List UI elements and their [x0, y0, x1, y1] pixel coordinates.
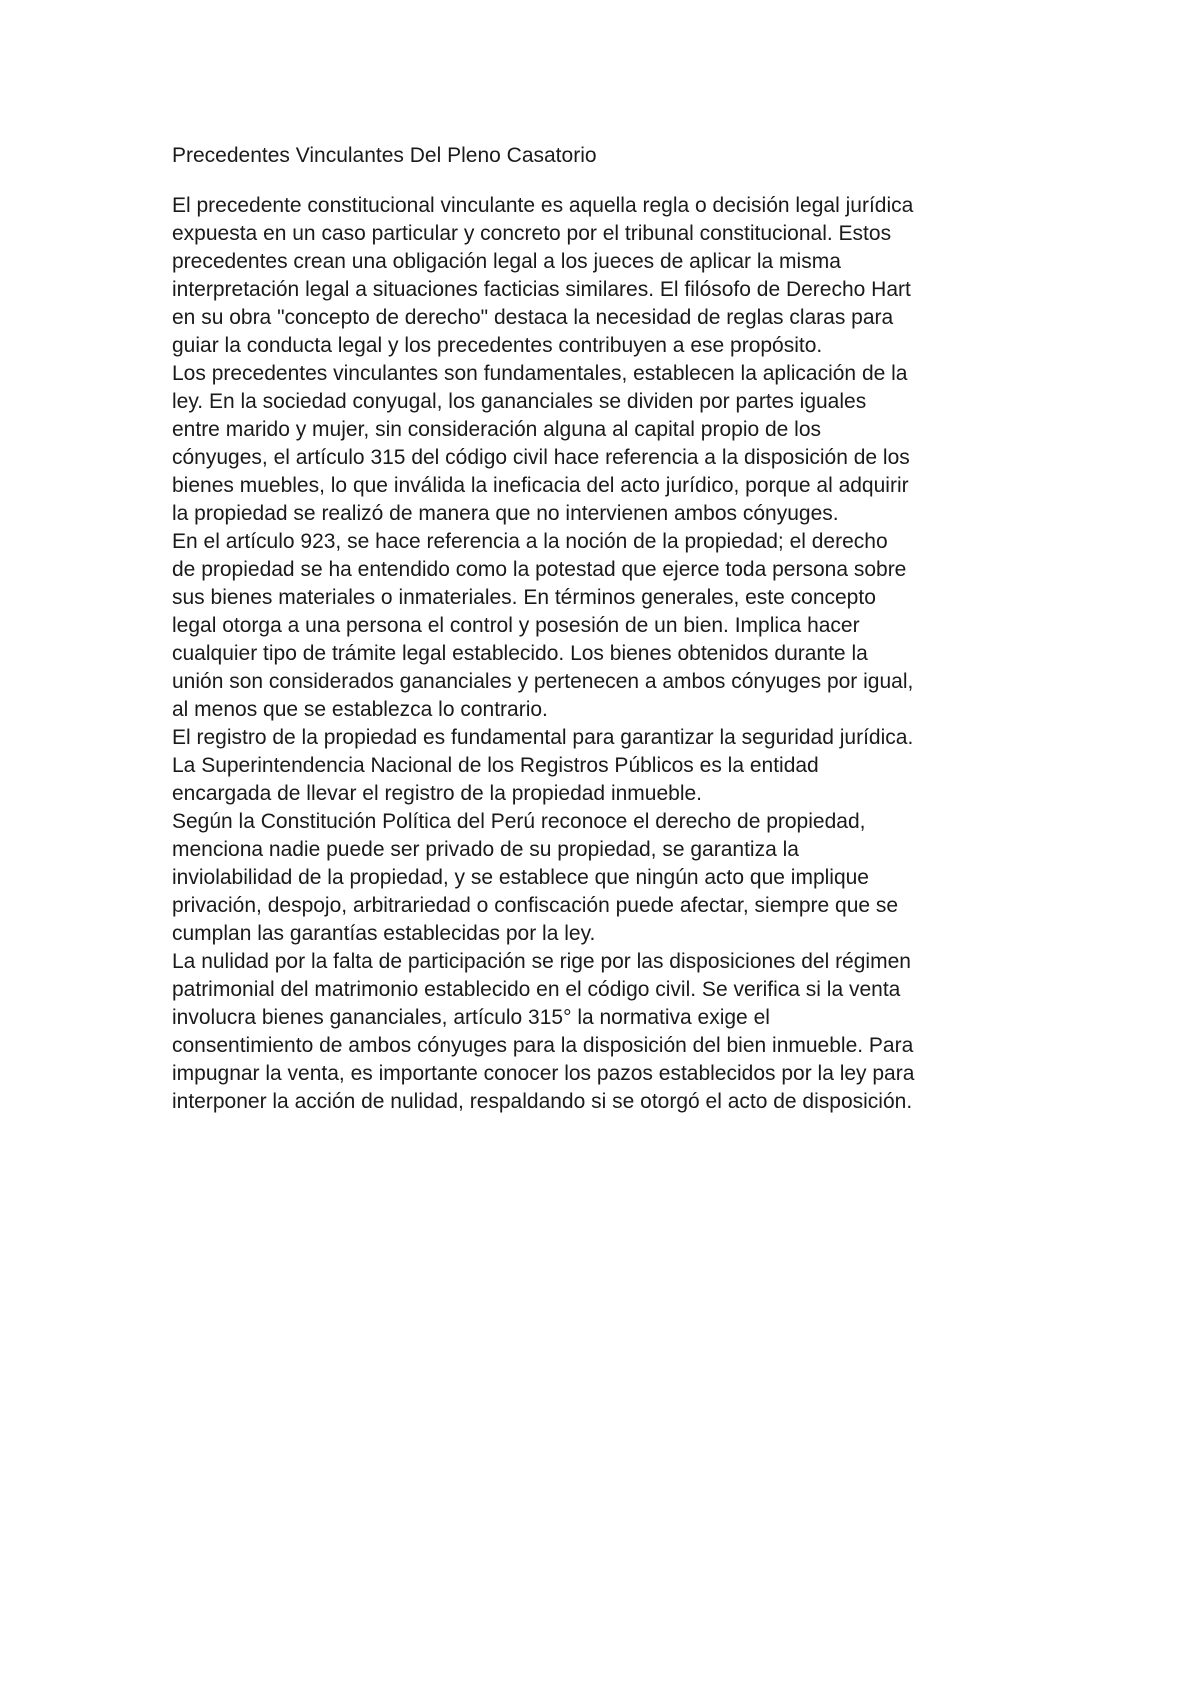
text-line: cónyuges, el artículo 315 del código civil hace referencia a la disposición de los [172, 446, 910, 469]
text-line: ley. En la sociedad conyugal, los gananciales se dividen por partes iguales [172, 390, 867, 413]
text-line: unión son considerados gananciales y pertenecen a ambos cónyuges por igual, [172, 670, 914, 693]
text-line: patrimonial del matrimonio establecido en el código civil. Se verifica si la venta [172, 978, 901, 1001]
text-line: inviolabilidad de la propiedad, y se establece que ningún acto que implique [172, 866, 869, 889]
text-line: bienes muebles, lo que inválida la ineficacia del acto jurídico, porque al adquirir [172, 474, 909, 497]
text-line: precedentes crean una obligación legal a los jueces de aplicar la misma [172, 250, 841, 273]
text-line: cumplan las garantías establecidas por la ley. [172, 922, 596, 945]
paragraph [172, 724, 1042, 808]
text-line: sus bienes materiales o inmateriales. En términos generales, este concepto [172, 586, 876, 609]
text-line: La Superintendencia Nacional de los Registros Públicos es la entidad [172, 754, 819, 777]
text-line: En el artículo 923, se hace referencia a la noción de la propiedad; el derecho [172, 530, 888, 553]
paragraph-list [172, 192, 1042, 1116]
text-line: interpretación legal a situaciones facticias similares. El filósofo de Derecho Hart [172, 278, 911, 301]
document-title: Precedentes Vinculantes Del Pleno Casatorio [172, 144, 597, 167]
paragraph [172, 528, 1042, 724]
text-line: encargada de llevar el registro de la propiedad inmueble. [172, 782, 703, 805]
paragraph [172, 948, 1042, 1116]
document-body [172, 142, 1042, 1116]
text-line: El registro de la propiedad es fundamental para garantizar la seguridad jurídica. [172, 726, 914, 749]
text-line: legal otorga a una persona el control y posesión de un bien. Implica hacer [172, 614, 860, 637]
text-line: cualquier tipo de trámite legal establecido. Los bienes obtenidos durante la [172, 642, 868, 665]
text-line: La nulidad por la falta de participación se rige por las disposiciones del régimen [172, 950, 911, 973]
text-line: menciona nadie puede ser privado de su propiedad, se garantiza la [172, 838, 799, 861]
text-line: expuesta en un caso particular y concreto por el tribunal constitucional. Estos [172, 222, 892, 245]
text-line: interponer la acción de nulidad, respaldando si se otorgó el acto de disposición. [172, 1090, 913, 1113]
paragraph [172, 808, 1042, 948]
text-line: involucra bienes gananciales, artículo 315° la normativa exige el [172, 1006, 770, 1029]
paragraph [172, 192, 1042, 360]
text-line: El precedente constitucional vinculante es aquella regla o decisión legal jurídica [172, 194, 914, 217]
text-line: impugnar la venta, es importante conocer los pazos establecidos por la ley para [172, 1062, 915, 1085]
text-line: privación, despojo, arbitrariedad o confiscación puede afectar, siempre que se [172, 894, 899, 917]
text-line: consentimiento de ambos cónyuges para la disposición del bien inmueble. Para [172, 1034, 914, 1057]
text-line: al menos que se establezca lo contrario. [172, 698, 548, 721]
text-line: Los precedentes vinculantes son fundamentales, establecen la aplicación de la [172, 362, 908, 385]
text-line: la propiedad se realizó de manera que no intervienen ambos cónyuges. [172, 502, 839, 525]
text-line: Según la Constitución Política del Perú reconoce el derecho de propiedad, [172, 810, 866, 833]
text-line: en su obra "concepto de derecho" destaca la necesidad de reglas claras para [172, 306, 894, 329]
text-line: entre marido y mujer, sin consideración alguna al capital propio de los [172, 418, 822, 441]
text-line: de propiedad se ha entendido como la potestad que ejerce toda persona sobre [172, 558, 907, 581]
paragraph [172, 360, 1042, 528]
text-line: guiar la conducta legal y los precedentes contribuyen a ese propósito. [172, 334, 823, 357]
